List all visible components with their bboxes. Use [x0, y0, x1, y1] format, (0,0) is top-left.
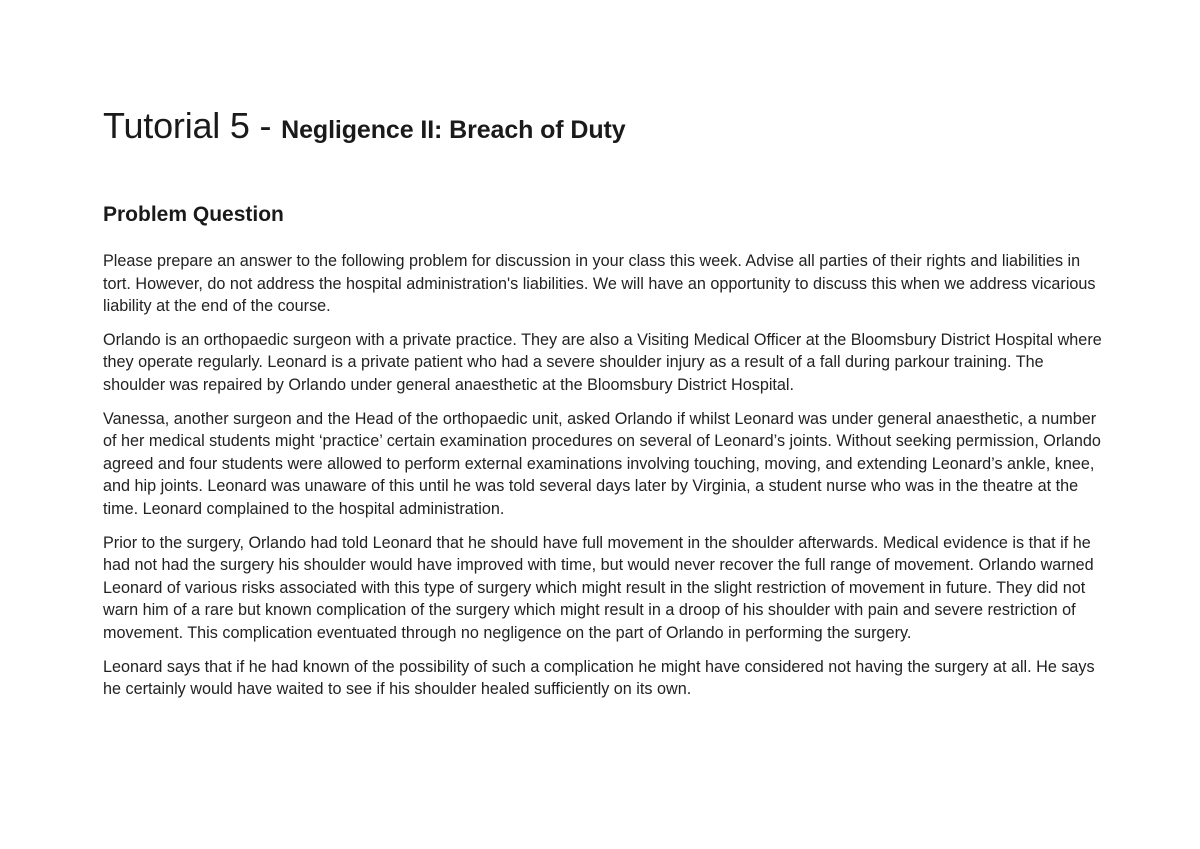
paragraph-facts-orlando: Orlando is an orthopaedic surgeon with a private practice. They are also a Visiting Medical Officer at the Bloomsbury District Hospital where they operate regularly. Leonard is a private patient who had a severe shoulder injury as a result of a fall during parkour training. The shoulder was repaired by Orlando under general anaesthetic at the Bloomsbury District Hospital. — [103, 330, 1102, 394]
page-title — [103, 104, 1103, 152]
title-main: Tutorial 5 — [103, 105, 250, 146]
paragraph-facts-surgery: Prior to the surgery, Orlando had told Leonard that he should have full movement in the shoulder afterwards. Medical evidence is that if he had not had the surgery his shoulder would have improved with time, but would never recover the full range of movement. Orlando warned Leonard of various risks associated with this type of surgery which might result in the slight restriction of movement in future. They did not warn him of a rare but known complication of the surgery which might result in a droop of his shoulder with pain and severe restriction of movement. This complication eventuated through no negligence on the part of Orlando in performing the surgery. — [103, 533, 1094, 642]
section-heading: Problem Question — [103, 203, 284, 226]
document-body — [103, 250, 1103, 701]
paragraph-facts-vanessa: Vanessa, another surgeon and the Head of the orthopaedic unit, asked Orlando if whilst Leonard was under general anaesthetic, a number of her medical students might ‘practice’ certain examination procedures on several of Leonard’s joints. Without seeking permission, Orlando agreed and four students were allowed to perform external examinations involving touching, moving, and extending Leonard’s ankle, knee, and hip joints. Leonard was unaware of this until he was told several days later by Virginia, a student nurse who was in the theatre at the time. Leonard complained to the hospital administration. — [103, 409, 1101, 518]
document-page — [103, 104, 1103, 712]
paragraph-instructions: Please prepare an answer to the following problem for discussion in your class this week. Advise all parties of their rights and liabilities in tort. However, do not address the hospital administration's liabilities. We will have an opportunity to discuss this when we address vicarious liability at the end of the course. — [103, 252, 1096, 316]
title-separator: - — [249, 105, 282, 146]
paragraph-facts-leonard: Leonard says that if he had known of the possibility of such a complication he might have considered not having the surgery at all. He says he certainly would have waited to see if his shoulder healed sufficiently on its own. — [103, 657, 1095, 699]
title-subtitle: Negligence II: Breach of Duty — [281, 116, 626, 144]
